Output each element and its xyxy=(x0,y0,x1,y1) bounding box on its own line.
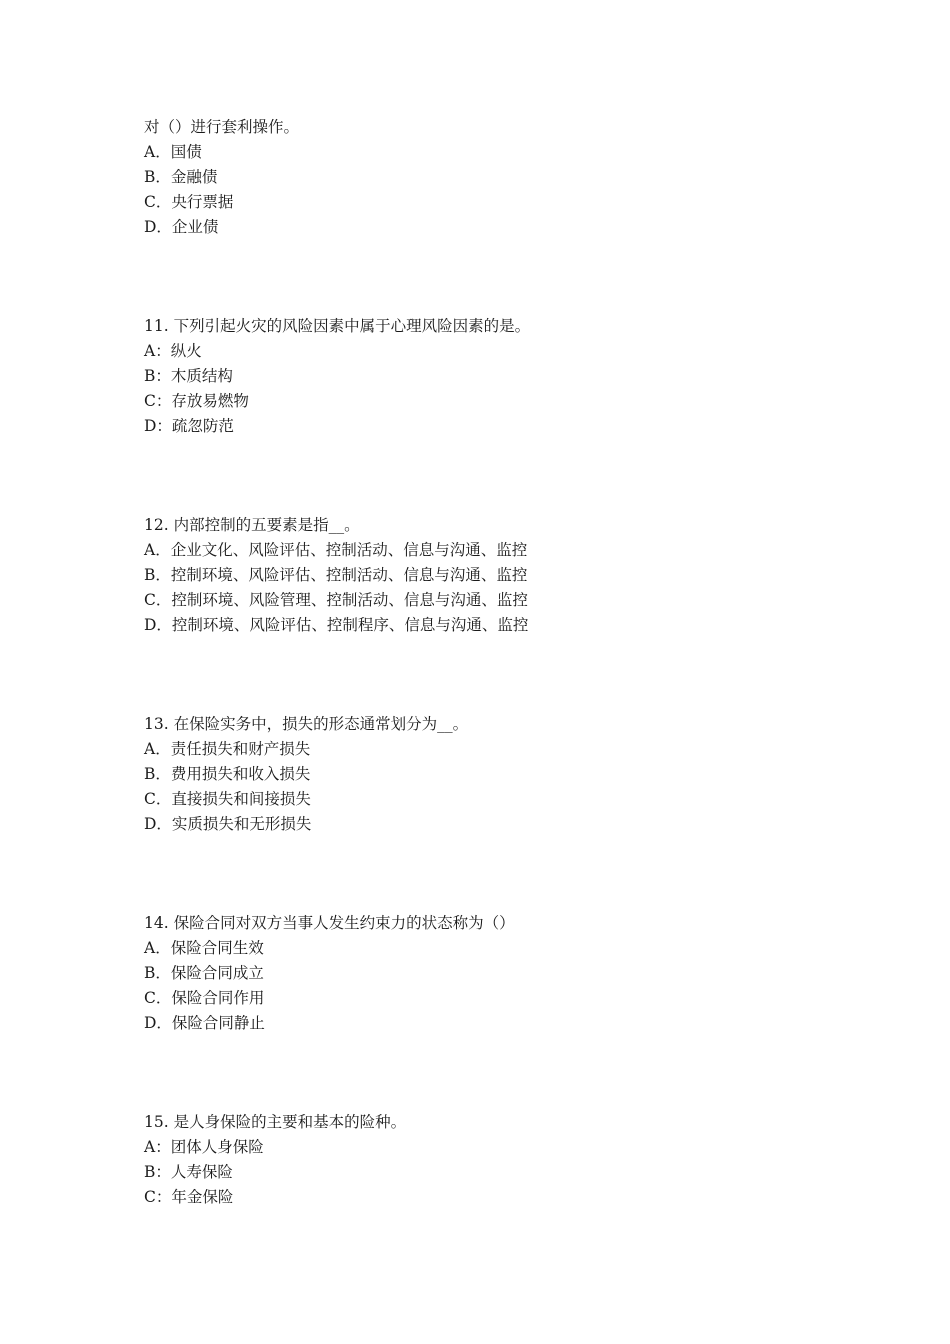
option-c: C：年金保险 xyxy=(144,1188,234,1206)
option-d: D：疏忽防范 xyxy=(144,417,234,435)
question-stem: 12. 内部控制的五要素是指__。 xyxy=(144,516,360,534)
question-stem: 对（）进行套利操作。 xyxy=(144,118,300,136)
question-block-13 xyxy=(144,712,844,837)
question-stem: 15. 是人身保险的主要和基本的险种。 xyxy=(144,1113,407,1131)
option-c: C．控制环境、风险管理、控制活动、信息与沟通、监控 xyxy=(144,591,528,609)
option-b: B．保险合同成立 xyxy=(144,964,264,982)
option-d: D．保险合同静止 xyxy=(144,1014,265,1032)
option-d: D．实质损失和无形损失 xyxy=(144,815,312,833)
option-d: D．企业债 xyxy=(144,218,219,236)
option-d: D．控制环境、风险评估、控制程序、信息与沟通、监控 xyxy=(144,616,529,634)
option-b: B：木质结构 xyxy=(144,367,233,385)
option-c: C．直接损失和间接损失 xyxy=(144,790,311,808)
option-a: A．保险合同生效 xyxy=(144,939,264,957)
option-a: A：团体人身保险 xyxy=(144,1138,264,1156)
option-a: A：纵火 xyxy=(144,342,202,360)
option-b: B．费用损失和收入损失 xyxy=(144,765,311,783)
option-c: C：存放易燃物 xyxy=(144,392,249,410)
question-block-14 xyxy=(144,911,844,1036)
question-stem: 11. 下列引起火灾的风险因素中属于心理风险因素的是。 xyxy=(144,317,531,335)
question-stem: 14. 保险合同对双方当事人发生约束力的状态称为（） xyxy=(144,914,515,932)
option-a: A．责任损失和财产损失 xyxy=(144,740,311,758)
question-stem: 13. 在保险实务中，损失的形态通常划分为__。 xyxy=(144,715,469,733)
option-c: C．央行票据 xyxy=(144,193,234,211)
option-a: A．企业文化、风险评估、控制活动、信息与沟通、监控 xyxy=(144,541,528,559)
question-block-15 xyxy=(144,1110,844,1210)
option-a: A．国债 xyxy=(144,143,202,161)
option-b: B．控制环境、风险评估、控制活动、信息与沟通、监控 xyxy=(144,566,528,584)
question-block-10 xyxy=(144,115,844,240)
option-b: B：人寿保险 xyxy=(144,1163,233,1181)
question-block-12 xyxy=(144,513,844,638)
option-b: B．金融债 xyxy=(144,168,218,186)
option-c: C．保险合同作用 xyxy=(144,989,265,1007)
question-block-11 xyxy=(144,314,844,439)
